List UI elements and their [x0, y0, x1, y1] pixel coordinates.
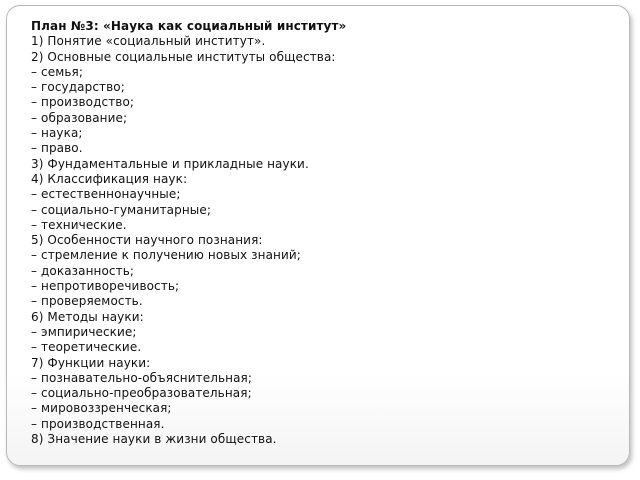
plan-line: 2) Основные социальные институты общества: [31, 49, 336, 64]
plan-line: – мировоззренческая; [31, 401, 172, 416]
plan-line: 3) Фундаментальные и прикладные науки. [31, 156, 309, 171]
plan-line: – право. [31, 141, 83, 156]
plan-line: 6) Методы науки: [31, 309, 144, 324]
plan-line: 8) Значение науки в жизни общества. [31, 432, 277, 447]
plan-line: – наука; [31, 126, 83, 141]
plan-title: План №3: «Наука как социальный институт» [31, 19, 347, 33]
plan-line: 1) Понятие «социальный институт». [31, 34, 266, 49]
plan-line: – стремление к получению новых знаний; [31, 248, 301, 263]
plan-line: – технические. [31, 217, 127, 232]
plan-text-block [31, 19, 611, 447]
plan-line: – образование; [31, 110, 128, 125]
plan-line: 5) Особенности научного познания: [31, 233, 263, 248]
plan-line: 4) Классификация наук: [31, 171, 188, 186]
plan-line: – непротиворечивость; [31, 279, 180, 294]
plan-line: – проверяемость. [31, 294, 143, 309]
plan-line: – естественнонаучные; [31, 187, 181, 202]
plan-line: 7) Функции науки: [31, 355, 151, 370]
plan-line: – социально-преобразовательная; [31, 386, 252, 401]
plan-line: – эмпирические; [31, 324, 137, 339]
plan-line: – производство; [31, 95, 135, 110]
plan-line: – семья; [31, 64, 83, 79]
plan-line: – производственная. [31, 416, 165, 431]
plan-line: – социально-гуманитарные; [31, 202, 211, 217]
plan-line: – познавательно-объяснительная; [31, 370, 252, 385]
plan-line: – теоретические. [31, 340, 142, 355]
plan-line: – доказанность; [31, 263, 135, 278]
plan-line: – государство; [31, 80, 125, 95]
